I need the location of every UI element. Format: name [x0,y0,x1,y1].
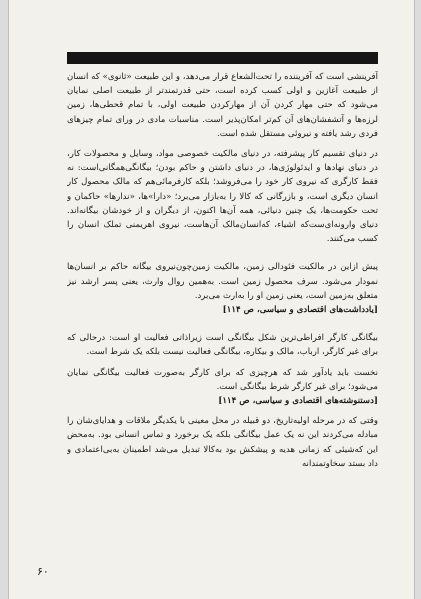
header-bar [67,52,378,64]
paragraph-1: آفرینشی است که آفریننده را تحت‌الشعاع قرار می‌دهد، و این طبیعت «ثانوی» که انسان از طبیعت آغازین و اولی کسب کرده است، حتی قدرتمندتر از طبیعت اصلی نمایان می‌شود که حتی مهار کردن آن از مهارکردن طبیعت اولی، با تمام قحطی‌ها، زمین لرزه‌ها و آتشفشان‌های آن کم‌تر امکان‌پذیر است. مناسبات مادی در ورای تمام چیزهای فردی رشد یافته و نیروئی مستقل شده است. [67,72,378,139]
body-text [67,70,378,585]
paragraph-3: پیش ازاین در مالکیت فئودالی زمین، مالکیت زمین‌چون‌نیروی بیگانه حاکم بر انسان‌ها نمودار می‌شود. سرف محصول زمین است. به‌همین روال وارث، یعنی پسر ارشد نیز متعلق به‌زمین است، یعنی زمین او را به‌ارث می‌برد. [67,262,378,301]
citation-2: [دستنوشته‌های اقتصادی و سیاسی، ص ۱۱۴] [218,396,378,407]
paragraph-4: بیگانگی کارگر افراطی‌ترین شکل بیگانگی است زیراذاتی فعالیت او است: درحالی که برای غیر کارگر، ارباب، مالک و بیکاره، بیگانگی فعالیت نیست بلکه یک شرط است. [67,333,378,358]
paragraph-2: در دنیای تقسیم کار پیشرفته، در دنیای مالکیت خصوصی مواد، وسایل و محصولات کار، در دنیای نهادها و ایدئولوژی‌ها، در دنیای داشتن و حاکم بودن؛ بیگانگی‌همگانی‌است: نه فقط کارگری که نیروی کار خود را می‌فروشد؛ بلکه کارفرمائی‌هم که مالک محصول کار انسان دیگری است، و بازرگانی که کالا را به‌بازار می‌برد؛ «دارا»ها، «ندارها» حاکمان و تحت حکومت‌ها، یک چنین دنیائی، همه آن‌ها اکنون، از دیگران و از خودشان بیگانه‌اند. دنیای وارونه‌ای‌ست‌که اشیاء، که‌انسان‌مالک آن‌هاست، نیروی اهریمنی تملک انسان را کسب می‌کنند. [67,149,378,245]
paragraph-6: وقتی که در مرحله اولیه‌تاریخ، دو قبیله در محل معینی با یکدیگر ملاقات و هدایای‌شان را مبادله می‌کردند این نه یک عمل بیگانگی بلکه یک برخورد و تماس انسانی بود. به‌محض این که‌شیئی که زمانی هدیه و پیشکش بود به‌کالا تبدیل می‌شد اطمینان به‌بی‌اعتمادی و داد بستد سخاوتمندانه [67,416,378,469]
paragraph-5: نخست باید یادآور شد که هرچیزی که برای کارگر به‌صورت فعالیت بیگانگی نمایان می‌شود؛ برای غیر کارگر شرط بیگانگی است. [67,367,378,392]
citation-1: [یادداشت‌های اقتصادی و سیاسی، ص ۱۱۴] [222,305,378,316]
book-page [8,0,415,599]
page-number: ۶۰ [37,565,49,578]
